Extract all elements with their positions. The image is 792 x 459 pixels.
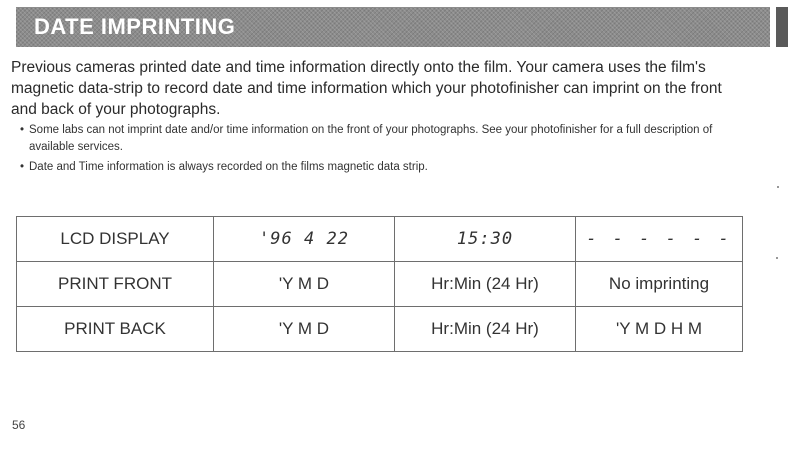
note-item: • Date and Time information is always recorded on the films magnetic data strip.: [20, 159, 720, 176]
intro-paragraph: Previous cameras printed date and time information directly onto the film. Your camera uses the film's magnetic data-strip to record date and time information which your photofinisher can imprint on the front and back of your photographs.: [11, 59, 722, 118]
section-banner: [16, 7, 770, 47]
table-cell: Hr:Min (24 Hr): [395, 262, 576, 307]
imprint-table: [16, 216, 743, 352]
table-cell: 'Y M D H M: [576, 307, 743, 352]
table-row-lcd-display: [17, 217, 743, 262]
table-cell: Hr:Min (24 Hr): [395, 307, 576, 352]
row-label: PRINT BACK: [17, 307, 214, 352]
row-label: LCD DISPLAY: [17, 217, 214, 262]
lcd-time-value: 15:30: [395, 217, 576, 262]
lcd-off-value: - - - - - -: [576, 217, 743, 262]
table-row-print-front: [17, 262, 743, 307]
scan-speck: [776, 257, 778, 259]
table-cell: 'Y M D: [214, 307, 395, 352]
table-row-print-back: [17, 307, 743, 352]
page-title: DATE IMPRINTING: [34, 14, 236, 39]
edge-tab-marker: [776, 7, 788, 47]
table-cell: 'Y M D: [214, 262, 395, 307]
notes-list: [20, 122, 720, 179]
table-cell: No imprinting: [576, 262, 743, 307]
lcd-date-value: '96 4 22: [214, 217, 395, 262]
row-label: PRINT FRONT: [17, 262, 214, 307]
page-number: 56: [12, 418, 26, 432]
note-item: • Some labs can not imprint date and/or time information on the front of your photographs. See your photofinisher for a full description of available services.: [20, 122, 720, 156]
scan-speck: [777, 186, 779, 188]
